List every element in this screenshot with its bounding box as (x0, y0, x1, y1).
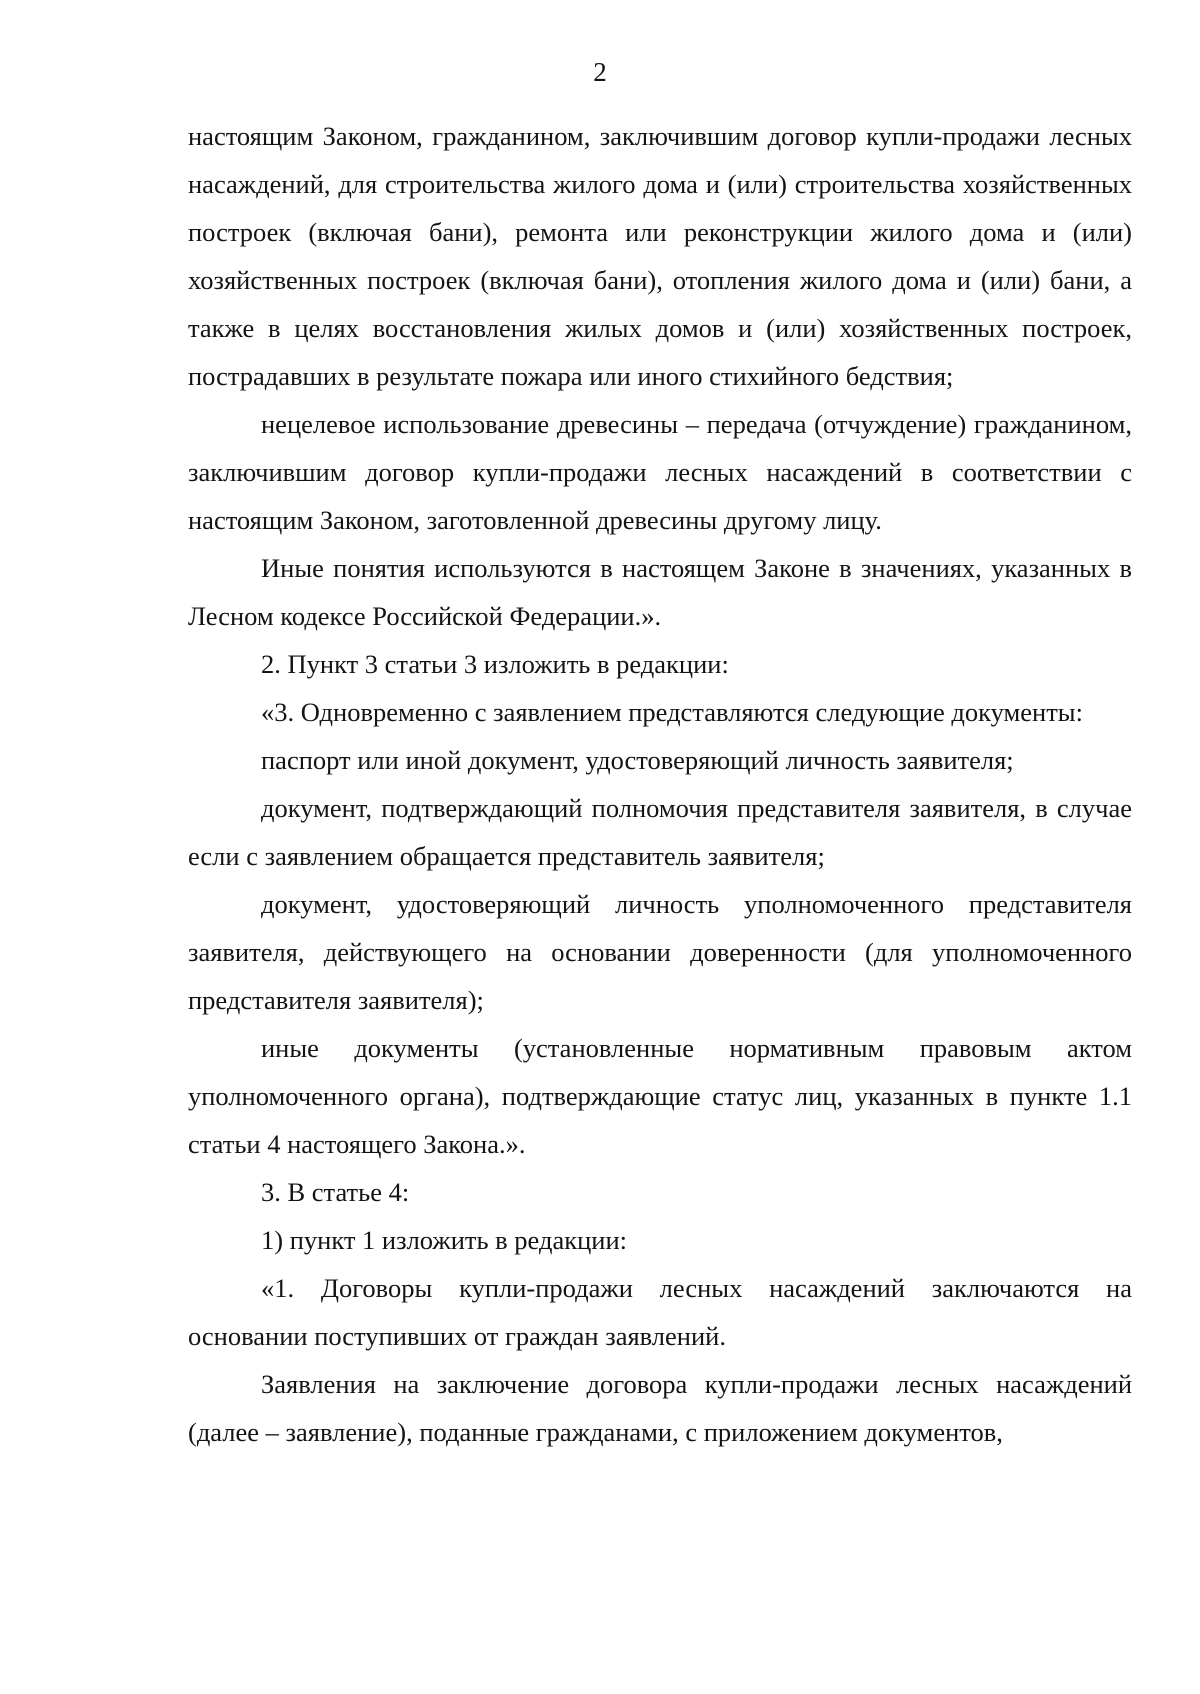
paragraph-contracts-basis: «1. Договоры купли-продажи лесных насаждений заключаются на основании поступивших от граждан заявлений. (188, 1273, 1132, 1351)
paragraph-representative-authority: документ, подтверждающий полномочия представителя заявителя, в случае если с заявлением обращается представитель заявителя; (188, 793, 1132, 871)
paragraph-other-documents: иные документы (установленные нормативным правовым актом уполномоченного органа), подтверждающие статус лиц, указанных в пункте 1.1 статьи 4 настоящего Закона.». (188, 1033, 1132, 1159)
paragraph-subitem-1: 1) пункт 1 изложить в редакции: (261, 1225, 627, 1255)
paragraph-item-3-heading: 3. В статье 4: (261, 1177, 410, 1207)
document-body (188, 112, 1132, 1456)
page-number: 2 (593, 57, 607, 87)
paragraph-other-concepts: Иные понятия используются в настоящем Законе в значениях, указанных в Лесном кодексе Российской Федерации.». (188, 553, 1132, 631)
paragraph-representative-identity: документ, удостоверяющий личность уполномоченного представителя заявителя, действующего на основании доверенности (для уполномоченного представителя заявителя); (188, 889, 1132, 1015)
paragraph-continuation: настоящим Законом, гражданином, заключившим договор купли-продажи лесных насаждений, для строительства жилого дома и (или) строительства хозяйственных построек (включая бани), ремонта или реконструкции жилого дома и (или) хозяйственных построек (включая бани), отопления жилого дома и (или) бани, а также в целях восстановления жилых домов и (или) хозяйственных построек, пострадавших в результате пожара или иного стихийного бедствия; (188, 121, 1132, 391)
paragraph-definition-misuse: нецелевое использование древесины – передача (отчуждение) гражданином, заключившим договор купли-продажи лесных насаждений в соответствии с настоящим Законом, заготовленной древесины другому лицу. (188, 409, 1132, 535)
paragraph-documents-intro: «3. Одновременно с заявлением представляются следующие документы: (261, 697, 1083, 727)
paragraph-applications: Заявления на заключение договора купли-продажи лесных насаждений (далее – заявление), поданные гражданами, с приложением документов, (188, 1369, 1132, 1447)
paragraph-passport: паспорт или иной документ, удостоверяющий личность заявителя; (261, 745, 1014, 775)
paragraph-item-2-heading: 2. Пункт 3 статьи 3 изложить в редакции: (261, 649, 729, 679)
